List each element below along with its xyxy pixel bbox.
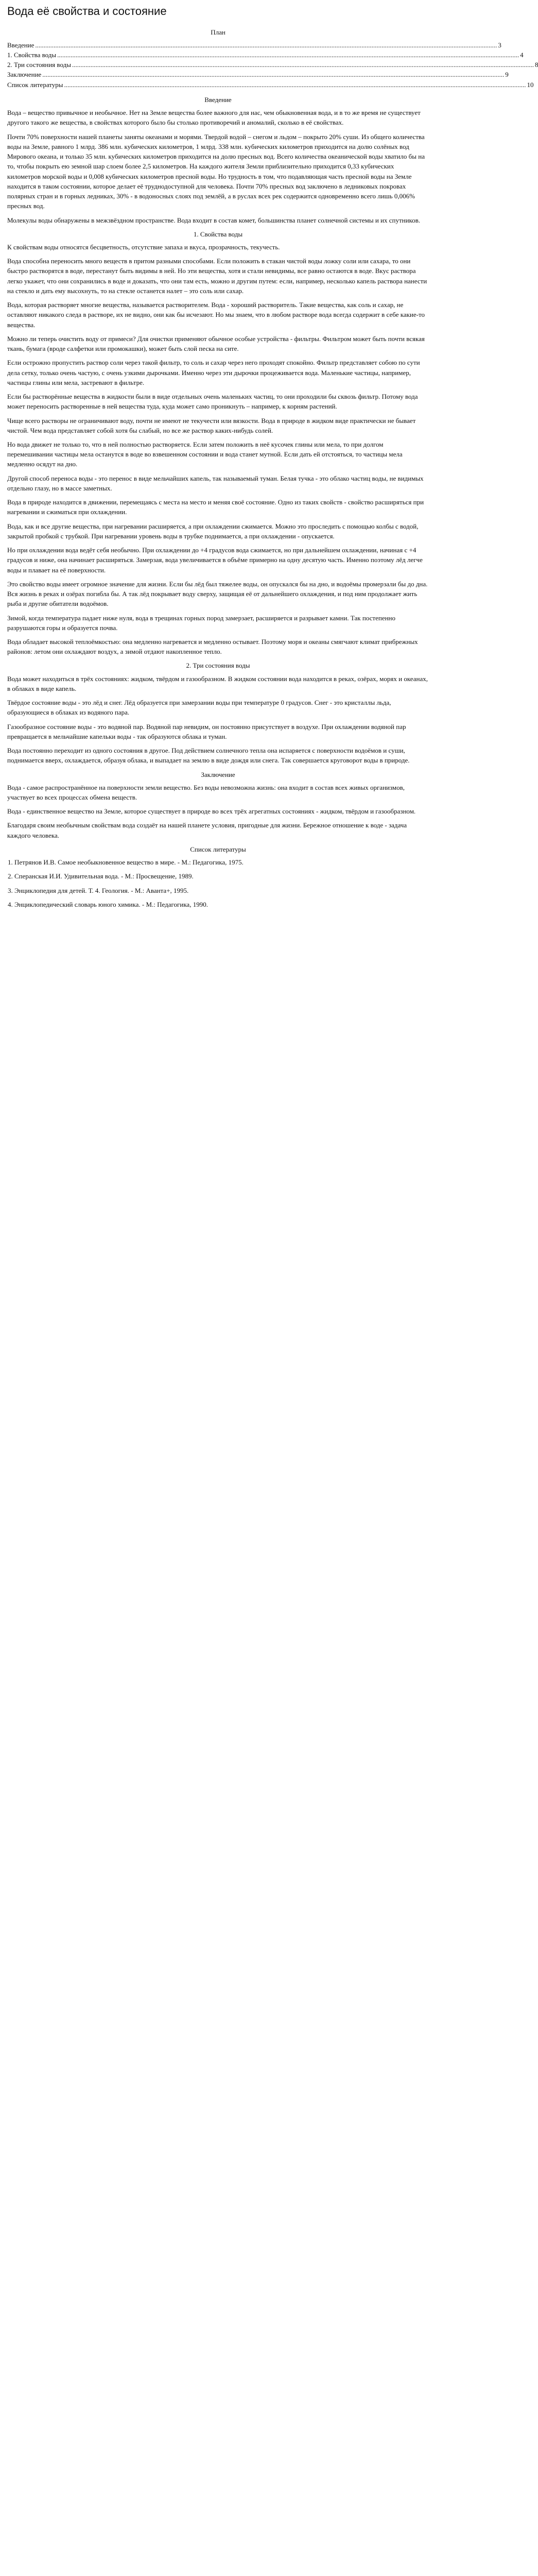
section1-paragraph: Это свойство воды имеет огромное значение для жизни. Если бы лёд был тяжелее воды, он опускался бы на дно, и водоёмы промерзали бы до дна. Вся жизнь в реках и озёрах погибла бы. А так лёд покрывает воду сверху, защищая её от дальнейшего охлаждения, и под ним продолжает жить рыба и другие обитатели водоёмов. [7, 580, 428, 608]
section1-heading: 1. Свойства воды [193, 230, 243, 238]
reference-item: 3. Энциклопедия для детей. Т. 4. Геология. - М.: Аванта+, 1995. [14, 886, 429, 895]
table-of-contents [7, 40, 538, 90]
section1-paragraph: Вода, как и все другие вещества, при нагревании расширяется, а при охлаждении сжимается. Можно это проследить с помощью колбы с водой, закрытой пробкой с трубкой. При нагревании уровень воды в трубке поднимается, а при охлаждении - опускается. [7, 522, 419, 540]
section1-paragraph: Чище всего растворы не ограничивают воду, почти не имеют не текучести или вязкости. Вода в природе в жидком виде практически не бывает чистой. Чем вода представляет собой хотя бы слабый, но все же раствор каких-нибудь солей. [7, 416, 416, 434]
references-heading: Список литературы [190, 845, 246, 853]
document-page [0, 0, 538, 919]
section1-paragraph: Вода, которая растворяет многие вещества, называется растворителем. Вода - хороший растворитель. Такие вещества, как соль и сахар, не оставляют никакого следа в растворе, их не видно, они как бы исчезают. Но мы знаем, что в любом растворе вода всегда содержит в себе какие-то вещества. [7, 301, 425, 329]
section1-paragraph: Зимой, когда температура падает ниже нуля, вода в трещинах горных пород замерзает, расширяется и разрывает камни. Так постепенно разрушаются горы и образуется почва. [7, 614, 395, 632]
conclusion-heading: Заключение [201, 770, 235, 778]
toc-item[interactable]: Заключение .................................................................................................................................................................................................................................................................................... 9 [7, 71, 509, 79]
section2-paragraph: Газообразное состояние воды - это водяной пар. Водяной пар невидим, он постоянно присутствует в воздухе. При охлаждении водяной пар превращается в мельчайшие капельки воды - так образуются облака и туман. [7, 722, 406, 740]
section1-paragraph: Вода способна переносить много веществ в притом разными способами. Если положить в стакан чистой воды ложку соли или сахара, то они быстро растворятся в воде, перестанут быть видимы в ней. Но эти вещества, хотя и стали невидимы, все равно остаются в воде. Вкус раствора легко укажет, что они сохранились в воде и доказать, что они там есть, можно и другим путем: если, например, несколько капель раствора нанести на стекло и дать ему высохнуть, то на стекле останется налет – это соль или сахар. [7, 257, 427, 295]
section2-paragraph: Вода постоянно переходит из одного состояния в другое. Под действием солнечного тепла она испаряется с поверхности водоёмов и суши, поднимается вверх, охлаждается, образуя облака, и выпадает на землю в виде дождя или снега. Так совершается круговорот воды в природе. [7, 747, 410, 765]
intro-paragraph: Вода – вещество привычное и необычное. Нет на Земле вещества более важного для нас, чем обыкновенная вода, и в то же время не существует другого такого же вещества, в свойствах которого было бы столько противоречий и аномалий, сколько в её свойствах. [7, 109, 421, 127]
intro-heading: Введение [204, 95, 232, 104]
references-list [7, 857, 429, 909]
conclusion-paragraph: Вода - самое распространённое на поверхности земли вещество. Без воды невозможна жизнь: она входит в состав всех живых организмов, участвует во всех процессах обмена веществ. [7, 783, 405, 802]
section1-paragraph: Можно ли теперь очистить воду от примеси? Для очистки применяют обычное особые устройства - фильтры. Фильтром может быть почти всякая ткань, бумага (вроде салфетки или промокашки), может быть слой песка на сите. [7, 334, 425, 353]
plan-heading: План [211, 28, 225, 36]
section1-paragraph: Другой способ переноса воды - это перенос в виде мельчайших капель, так называемый туман. Белая тучка - это облако частиц воды, не видимых отдельно глазу, но в массе заметных. [7, 474, 424, 492]
intro-paragraph: Почти 70% поверхности нашей планеты заняты океанами и морями. Твердой водой – снегом и льдом – покрыто 20% суши. Из общего количества воды на Земле, равного 1 млрд. 386 млн. кубических километров, 1 млрд. 338 млн. кубических километров приходится на долю солёных вод Мирового океана, и только 35 млн. кубических километров приходится на долю пресных вод. Всего количества океанической воды хватило бы на то, чтобы покрыть ею земной шар слоем более 2,5 километров. На каждого жителя Земли приблизительно приходится 0,33 кубических километров морской воды и 0,008 кубических километров пресной воды. Но трудность в том, что подавляющая часть пресной воды на Земле находится в таком состоянии, которое делает её труднодоступной для человека. Почти 70% пресных вод заключено в ледниковых покровах полярных стран и в горных ледниках, 30% - в водоносных слоях под землёй, а в руслах всех рек содержится одновременно всего лишь 0,006% пресных вод. [7, 132, 425, 210]
reference-item: 4. Энциклопедический словарь юного химика. - М.: Педагогика, 1990. [14, 900, 429, 909]
section1-paragraph: Но при охлаждении вода ведёт себя необычно. При охлаждении до +4 градусов вода сжимается, но при дальнейшем охлаждении, начиная с +4 градусов и ниже, она начинает расширяться. Замерзая, вода увеличивается в объёме примерно на одну десятую часть. Именно поэтому лёд легче воды и плавает на её поверхности. [7, 546, 423, 574]
toc-item[interactable]: Введение .................................................................................................................................................................................................................................................................................... 3 [7, 41, 501, 49]
toc-item[interactable]: 1. Свойства воды .................................................................................................................................................................................................................................................................................... 4 [7, 51, 524, 59]
section2-paragraph: Вода может находиться в трёх состояниях: жидком, твёрдом и газообразном. В жидком состоянии вода находится в реках, озёрах, морях и океанах, в облаках в виде капель. [7, 674, 428, 692]
section1-paragraph: Вода обладает высокой теплоёмкостью: она медленно нагревается и медленно остывает. Поэтому моря и океаны смягчают климат прибрежных районов: летом они охлаждают воздух, а зимой отдают накопленное тепло. [7, 637, 418, 656]
reference-item: 1. Петрянов И.В. Самое необыкновенное вещество в мире. - М.: Педагогика, 1975. [14, 857, 429, 867]
conclusion-paragraph: Благодаря своим необычным свойствам вода создаёт на нашей планете условия, пригодные для жизни. Бережное отношение к воде - задача каждого человека. [7, 821, 407, 839]
document-title: Вода её свойства и состояние [7, 5, 167, 18]
section2-paragraph: Твёрдое состояние воды - это лёд и снег. Лёд образуется при замерзании воды при температуре 0 градусов. Снег - это кристаллы льда, образующиеся в облаках из водяного пара. [7, 699, 391, 717]
conclusion-paragraph: Вода - единственное вещество на Земле, которое существует в природе во всех трёх агрегатных состояниях - жидком, твёрдом и газообразном. [7, 807, 416, 816]
section2-heading: 2. Три состояния воды [186, 662, 250, 670]
intro-paragraph: Молекулы воды обнаружены в межзвёздном пространстве. Вода входит в состав комет, большинства планет солнечной системы и их спутников. [7, 216, 421, 224]
toc-item[interactable]: 2. Три состояния воды .................................................................................................................................................................................................................................................................................... 8 [7, 61, 538, 69]
toc-item[interactable]: Список литературы .................................................................................................................................................................................................................................................................................... 10 [7, 80, 534, 89]
section1-paragraph: Вода в природе находится в движении, перемещаясь с места на место и меняя своё состояние. Одно из таких свойств - свойство расширяться при нагревании и сжиматься при охлаждении. [7, 498, 424, 516]
section1-paragraph: К свойствам воды относятся бесцветность, отсутствие запаха и вкуса, прозрачность, текучесть. [7, 243, 280, 251]
reference-item: 2. Сперанская И.И. Удивительная вода. - М.: Просвещение, 1989. [14, 871, 429, 881]
section1-paragraph: Если бы растворённые вещества в жидкости были в виде отдельных очень маленьких частиц, то они проходили бы сквозь фильтр. Потому вода может переносить растворенные в ней вещества туда, куда может само проникнуть – например, к корням растений. [7, 393, 418, 411]
section1-paragraph: Если острожно пропустить раствор соли через такой фильтр, то соль и сахар через него проходят спокойно. Фильтр представляет собою по сути дела сетку, только очень частую, с очень узкими дырочками. Именно через эти дырочки процеживается вода. Маленькие частицы, например, частицы глины или мела, застревают в фильтре. [7, 359, 420, 386]
section1-paragraph: Но вода движет не только то, что в ней полностью растворяется. Если затем положить в неё кусочек глины или мела, то при долгом перемешивании частицы мела останутся в воде во взвешенном состоянии и вода станет мутной. Если дать ей отстояться, то частицы мела медленно осядут на дно. [7, 440, 403, 468]
